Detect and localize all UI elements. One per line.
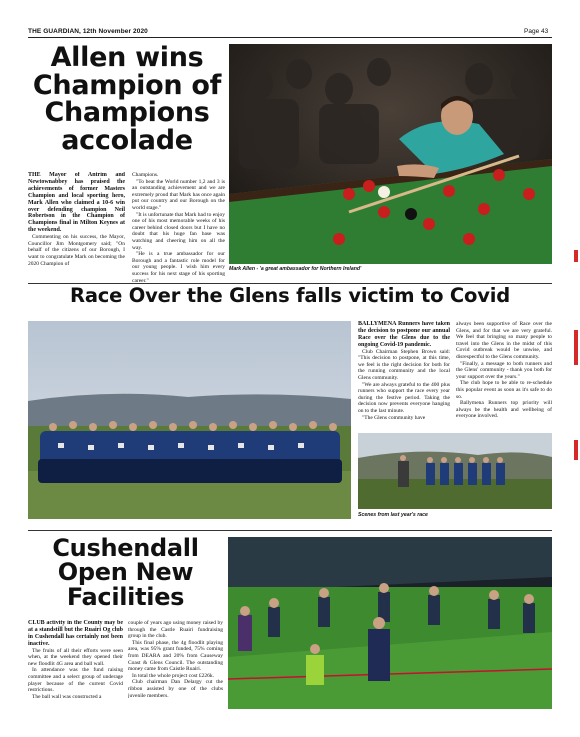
story3-headline: Cushendall Open New Facilities — [52, 534, 199, 611]
masthead-rule — [28, 37, 552, 38]
story2-headline: Race Over the Glens falls victim to Covid — [70, 284, 510, 307]
story1-para-1: Commenting on his success, the Mayor, Councillor Jim Montgomery said; "On behalf of the citizens of our Borough, I want to congratulate Mark on becoming the 2020 Champion of — [28, 234, 125, 267]
snooker-player-image — [229, 44, 552, 264]
story2-para-4: always been supportive of Race over the Glens, and for that we are very grateful. We feel that bringing so many people to travel into the Glens in the midst of this Covid outbreak would be unwise, and disrespectful to the Glens community. — [456, 321, 552, 360]
section-rule-2 — [28, 530, 552, 531]
story3-para-5: This final phase, the 4g floodlit playing area, was 95% grant funded, 75% coming from DEARA and 20% from Causeway Coast & Glens Council. The outstanding money came from Caistle Ruairi. — [128, 639, 223, 673]
story3-para-1: The fruits of all their efforts were seen when, at the weekend they opened their new floodlit 4G area and ball wall. — [28, 647, 123, 667]
race-scene-photo — [358, 433, 552, 509]
story3-column-2 — [128, 620, 223, 712]
story1-para-4: "It is unfortunate that Mark had to enjoy one of his most memorable weeks of his career behind closed doors but I have no doubt that his huge fan base was watching and cheering him on all the way. — [132, 211, 225, 251]
margin-accent-mark — [574, 440, 578, 460]
masthead-title: THE GUARDIAN, 12th November 2020 — [28, 28, 148, 35]
club-opening-image — [228, 537, 552, 709]
runners-group-image — [28, 321, 351, 519]
story2-column-1 — [358, 321, 450, 431]
story2-para-3: "The Glens community have — [362, 414, 426, 421]
story3-para-6: In total the whole project cost £226k. — [132, 672, 215, 679]
story1-para-2: Champions. — [132, 172, 159, 178]
story2-caption: Scenes from last year's race — [358, 512, 428, 518]
story3-column-1 — [28, 620, 123, 712]
story2-column-2 — [456, 321, 552, 431]
story1-column-1 — [28, 172, 125, 286]
story3-para-7: Club chairman Dan Delargy cut the ribbon assisted by one of the clubs juvenile members. — [128, 679, 223, 699]
story3-para-2: In attendance was the fund raising committee and a select group of underage player because of the current Covid restrictions. — [28, 667, 123, 694]
story2-para-6: The club hope to be able to re-schedule this popular event as soon as it's safe to do so. — [456, 380, 552, 400]
cushendall-facility-photo — [228, 537, 552, 709]
story1-para-3: "To beat the World number 1,2 and 3 is an outstanding achievement and we are extremely proud that Mark has once again put our country and our Borough on the world stage." — [132, 178, 225, 211]
story3-lead: CLUB activity in the County may be at a standstill but the Ruairi Og club in Cushendall has certainly not been inactive. — [28, 620, 123, 647]
story1-caption: Mark Allen - 'a great ambassador for Northern Ireland' — [229, 266, 362, 272]
story2-lead: BALLYMENA Runners have taken the decision to postpone our annual Race over the Glens due to the ongoing Covid-19 pandemic. — [358, 321, 450, 348]
story1-lead: THE Mayor of Antrim and Newtownabbey has praised the achievements of former Masters Champion and local sporting hero, Mark Allen who claimed a 10-6 win over defending champion Neil Robertson in the Champion of Champions final in Milton Keynes at the weekend. — [28, 172, 125, 234]
story2-para-2: "We are always grateful to the 400 plus runners who support the race every year during the festive period. Taking the decision now prevents everyone hanging on to the last minute. — [358, 381, 450, 414]
story3-para-4: couple of years ago using money raised by through the Castle Ruairi fundraising group in the club. — [128, 620, 223, 640]
story3-para-3: The ball wall was constructed a — [32, 693, 102, 700]
story1-para-5: "He is a true ambassador for our Borough and a fantastic role model for our young people. I wish him every success for his next stage of his sporting career." — [132, 251, 225, 284]
story2-para-5: "Finally, a message to both runners and the Glens' community - thank you both for your support over the years." — [456, 360, 552, 380]
story2-para-1: Club Chairman Stephen Brown said: "This decision to postpone, at this time, we feel is the right decision for both for the running community and the local Glens community. — [358, 348, 450, 381]
story2-para-7: Ballymena Runners top priority will always be the health and wellbeing of everyone involved. — [456, 400, 552, 420]
story1-column-2 — [132, 172, 225, 286]
story1-headline: Allen wins Champion of Champions accolade — [32, 42, 222, 156]
runners-scene-image — [358, 433, 552, 509]
margin-accent-mark — [574, 250, 578, 262]
page-number: Page 43 — [524, 28, 549, 35]
race-group-photo — [28, 321, 351, 519]
mark-allen-photo — [229, 44, 552, 264]
margin-accent-mark — [574, 330, 578, 365]
